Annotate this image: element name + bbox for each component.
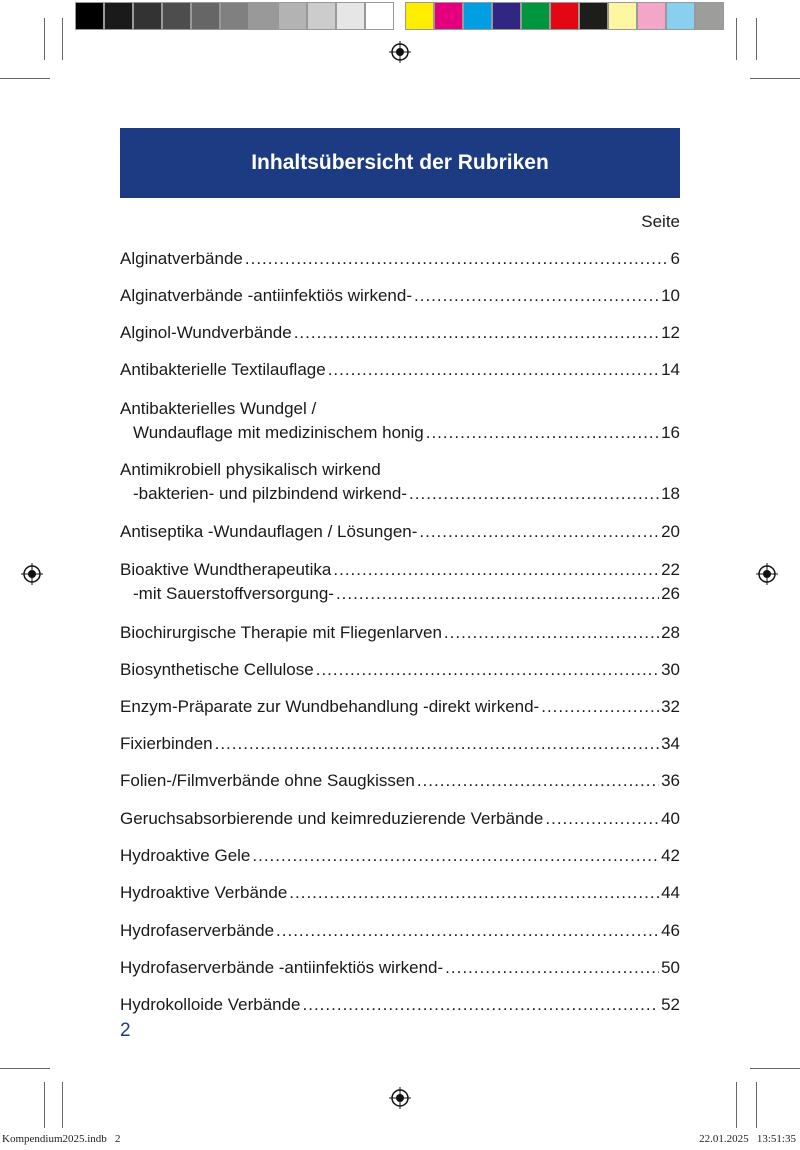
- toc-title: Hydrofaserverbände -antiinfektiös wirkend-: [120, 958, 444, 977]
- toc-entry: [120, 459, 680, 505]
- toc-page: 14: [661, 360, 680, 379]
- toc-entry: [120, 920, 680, 942]
- color-swatch: [336, 2, 365, 30]
- color-swatch: [666, 2, 695, 30]
- crop-mark: [62, 1082, 63, 1128]
- toc-entry: [120, 845, 680, 867]
- toc-page: 50: [661, 958, 680, 977]
- page-column-label: Seite: [641, 212, 680, 231]
- color-swatch: [104, 2, 133, 30]
- toc-page: 22: [661, 560, 680, 579]
- toc-title-continuation: -bakterien- und pilzbindend wirkend-: [133, 484, 408, 503]
- toc-entry: [120, 398, 680, 444]
- color-swatch: [162, 2, 191, 30]
- toc-title: Hydroaktive Verbände: [120, 883, 288, 902]
- toc-page: 44: [661, 883, 680, 902]
- toc-page: 10: [661, 286, 680, 305]
- toc-page: 18: [661, 484, 680, 503]
- color-swatch: [695, 2, 724, 30]
- toc-page: 42: [661, 846, 680, 865]
- color-swatch: [637, 2, 666, 30]
- registration-mark-icon: [389, 1087, 411, 1109]
- crop-mark: [736, 18, 737, 60]
- color-swatch: [191, 2, 220, 30]
- toc-title: Biochirurgische Therapie mit Fliegenlarven: [120, 623, 442, 642]
- color-swatch: [579, 2, 608, 30]
- toc-entry: [120, 322, 680, 344]
- crop-mark: [0, 1068, 50, 1069]
- toc-page: 26: [661, 584, 680, 603]
- toc-page: 30: [661, 660, 680, 679]
- toc-page: 34: [661, 734, 680, 753]
- toc-title: Folien-/Filmverbände ohne Saugkissen: [120, 771, 415, 790]
- toc-subtitle: -mit Sauerstoffversorgung-: [133, 584, 334, 603]
- color-swatch: [434, 2, 463, 30]
- registration-mark-icon: [389, 41, 411, 63]
- toc-page: 52: [661, 995, 680, 1014]
- crop-mark: [44, 1082, 45, 1128]
- toc-entry: [120, 285, 680, 307]
- toc-entry: [120, 994, 680, 1016]
- toc-page: 40: [661, 809, 680, 828]
- crop-mark: [62, 18, 63, 60]
- color-swatch: [521, 2, 550, 30]
- color-swatch: [307, 2, 336, 30]
- toc-page: 16: [661, 423, 680, 442]
- toc-page: 28: [661, 623, 680, 642]
- toc-entry: [120, 559, 680, 605]
- toc-title-continuation: Wundauflage mit medizinischem honig: [133, 423, 424, 442]
- color-swatch: [550, 2, 579, 30]
- toc-title: Alginatverbände: [120, 249, 243, 268]
- color-swatch: [365, 2, 394, 30]
- toc-entry: [120, 521, 680, 543]
- color-swatch: [405, 2, 434, 30]
- toc-title: Bioaktive Wundtherapeutika: [120, 560, 332, 579]
- toc-title: Antibakterielle Textilauflage: [120, 360, 326, 379]
- toc-entry: [120, 808, 680, 830]
- toc-entry: [120, 733, 680, 755]
- toc-page: 20: [661, 522, 680, 541]
- toc-title: Antiseptika -Wundauflagen / Lösungen-: [120, 522, 418, 541]
- section-header: [120, 128, 680, 198]
- toc-page: 12: [661, 323, 680, 342]
- toc-entry: [120, 770, 680, 792]
- toc-title: Enzym-Präparate zur Wundbehandlung -direkt wirkend-: [120, 697, 540, 716]
- registration-mark-icon: [21, 563, 43, 585]
- toc-page: 46: [661, 921, 680, 940]
- crop-mark: [756, 18, 757, 60]
- color-swatch: [278, 2, 307, 30]
- toc-title: Alginatverbände -antiinfektiös wirkend-: [120, 286, 412, 305]
- toc-page: 36: [661, 771, 680, 790]
- page-title: Inhaltsübersicht der Rubriken: [251, 151, 549, 174]
- color-swatch: [492, 2, 521, 30]
- toc-title: Antimikrobiell physikalisch wirkend: [120, 460, 381, 479]
- toc-title: Geruchsabsorbierende und keimreduzierende Verbände: [120, 809, 544, 828]
- page-number: 2: [120, 1020, 131, 1041]
- slug-filename: Kompendium2025.indb 2: [2, 1133, 121, 1145]
- toc-entry: [120, 659, 680, 681]
- toc-entry: [120, 359, 680, 381]
- toc-entry: [120, 622, 680, 644]
- color-swatch: [608, 2, 637, 30]
- toc-title: Fixierbinden: [120, 734, 213, 753]
- toc-title: Hydrofaserverbände: [120, 921, 275, 940]
- toc-entry: [120, 248, 680, 270]
- toc-title: Antibakterielles Wundgel /: [120, 399, 317, 418]
- crop-mark: [736, 1082, 737, 1128]
- crop-mark: [756, 1082, 757, 1128]
- toc-entry: [120, 957, 680, 979]
- color-swatch: [220, 2, 249, 30]
- crop-mark: [0, 78, 50, 79]
- toc-entry: [120, 696, 680, 718]
- registration-mark-icon: [756, 563, 778, 585]
- slug-datetime: 22.01.2025 13:51:35: [699, 1133, 796, 1145]
- toc-page: 32: [661, 697, 680, 716]
- toc-entry: [120, 882, 680, 904]
- color-swatch: [463, 2, 492, 30]
- toc-page: 6: [670, 249, 680, 268]
- color-swatch: [249, 2, 278, 30]
- toc-title: Biosynthetische Cellulose: [120, 660, 314, 679]
- color-swatch: [133, 2, 162, 30]
- crop-mark: [44, 18, 45, 60]
- color-swatch: [75, 2, 104, 30]
- toc-title: Hydroaktive Gele: [120, 846, 251, 865]
- toc-title: Hydrokolloide Verbände: [120, 995, 301, 1014]
- crop-mark: [750, 1068, 800, 1069]
- toc-title: Alginol-Wundverbände: [120, 323, 292, 342]
- crop-mark: [750, 78, 800, 79]
